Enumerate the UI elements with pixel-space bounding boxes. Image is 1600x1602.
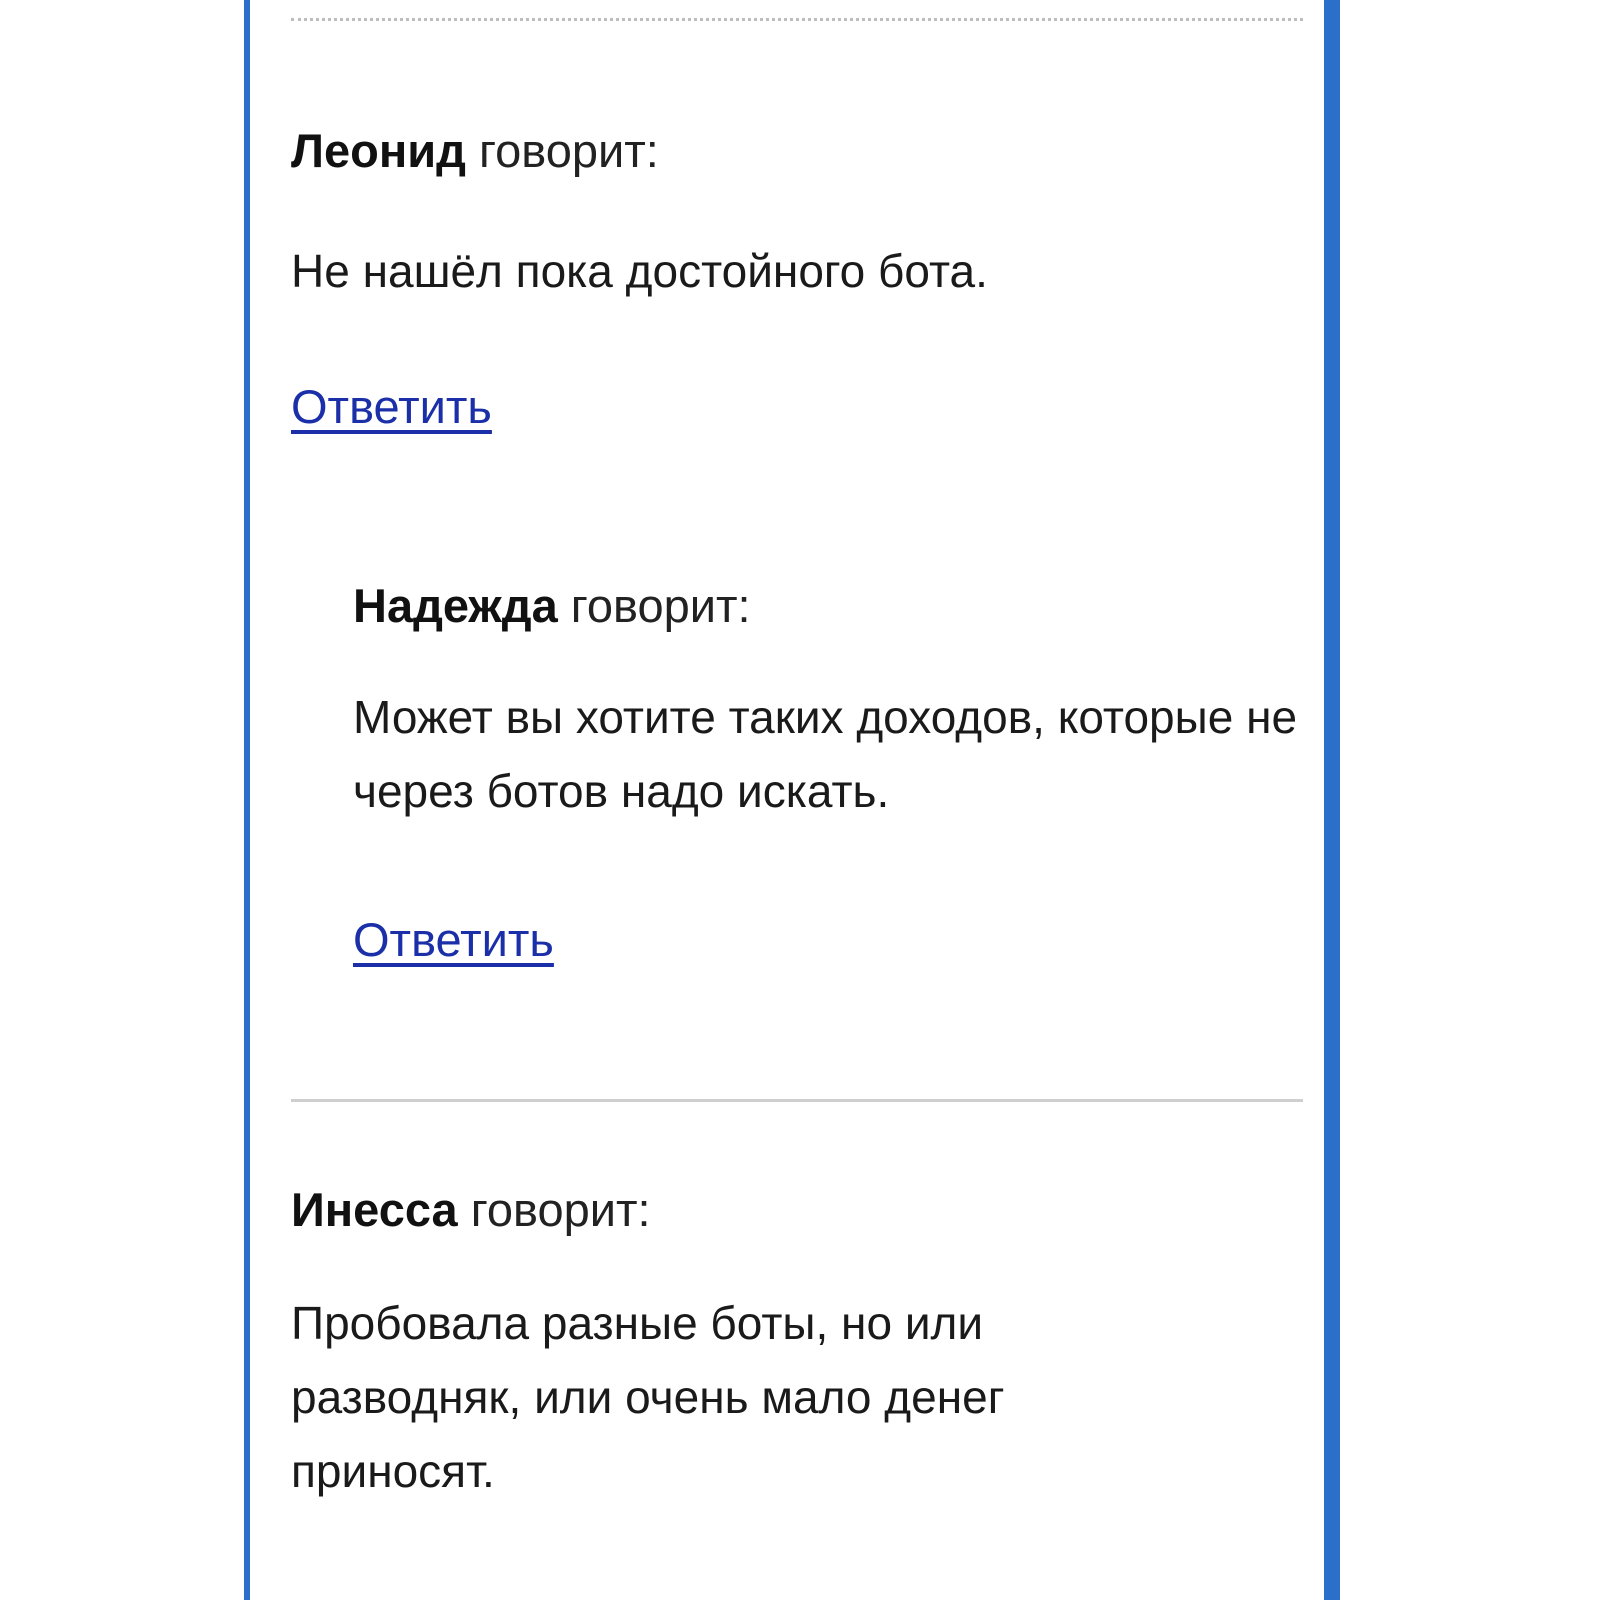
comment-nadezhda (353, 576, 1303, 966)
comment-inessa (291, 1180, 1303, 1497)
comment-says: говорит: (479, 124, 659, 177)
comment-text: Может вы хотите таких доходов, которые не через ботов надо искать. (353, 691, 1298, 817)
comment-author: Леонид (291, 124, 466, 177)
comment-meta (291, 1180, 1303, 1240)
dotted-divider (291, 18, 1303, 21)
comment-author: Надежда (353, 579, 558, 632)
comment-divider (291, 1099, 1303, 1102)
comment-text: Не нашёл пока достойного бота. (291, 245, 988, 297)
reply-link[interactable]: Ответить (291, 380, 492, 433)
reply-link[interactable]: Ответить (353, 913, 554, 966)
comment-says: говорит: (470, 1183, 651, 1236)
comment-text: Пробовала разные боты, но или разводняк, или очень мало денег приносят. (291, 1297, 1005, 1497)
comments-column (244, 0, 1340, 1600)
comment-says: говорит: (570, 579, 751, 632)
comment-meta (291, 121, 1303, 181)
comment-leonid (291, 121, 1303, 433)
comment-meta (353, 576, 1303, 636)
comment-author: Инесса (291, 1183, 458, 1236)
